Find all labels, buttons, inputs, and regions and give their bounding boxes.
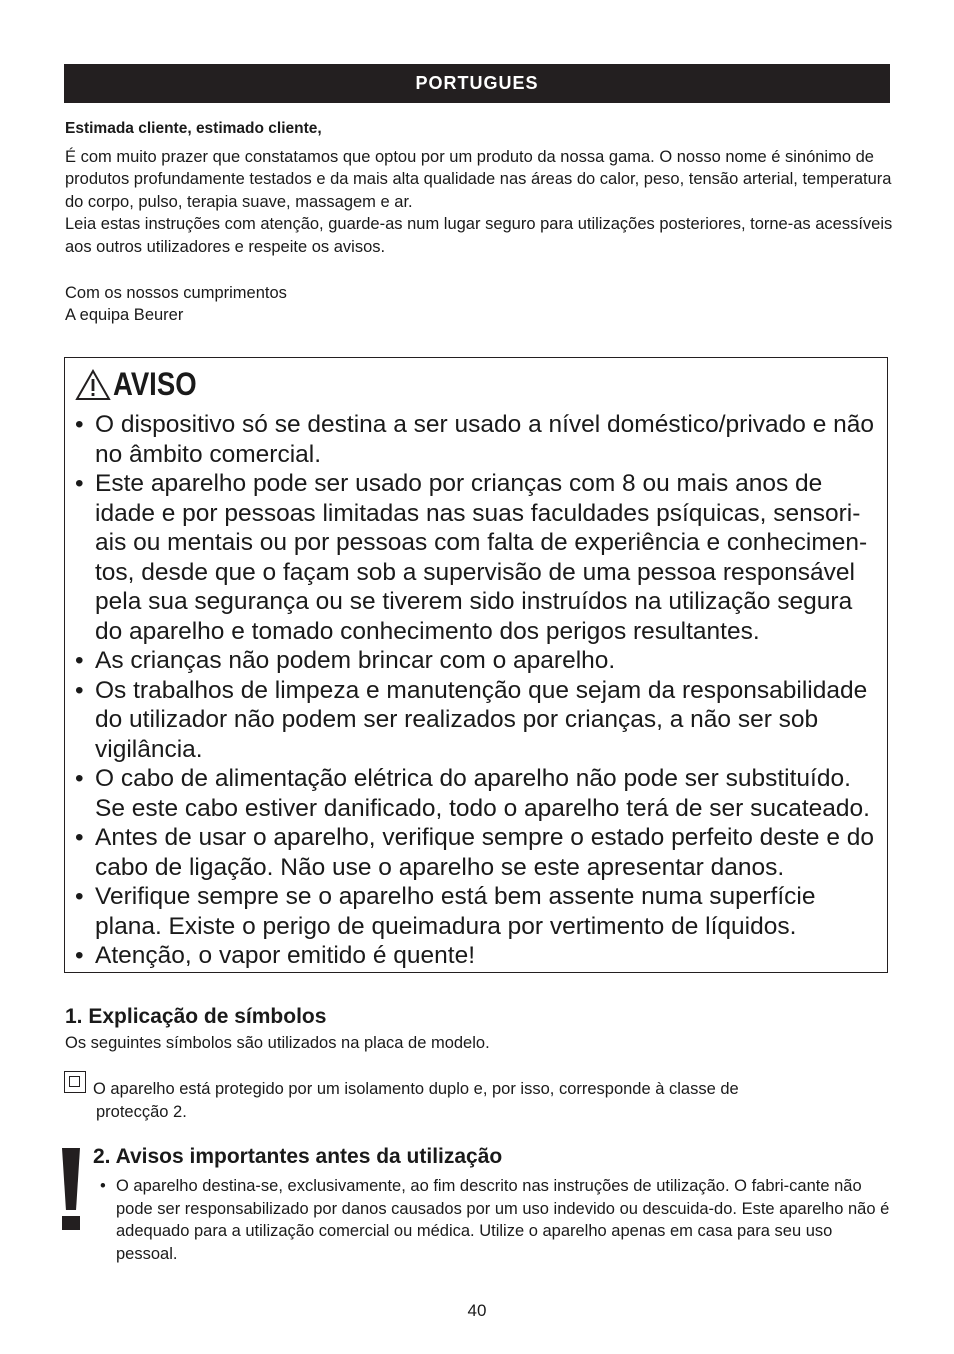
language-title: PORTUGUES [415,73,539,93]
section-2-heading: 2. Avisos importantes antes da utilização [93,1145,503,1168]
warning-item: • Verifique sempre se o aparelho está bem assente numa superfície plana. Existe o perigo de queimadura por vertimento de líquidos. [75,882,883,941]
greeting: Estimada cliente, estimado cliente, [65,120,322,137]
warning-item: • O cabo de alimentação elétrica do aparelho não pode ser substituído. Se este cabo estiver danificado, todo o aparelho terá de ser sucateado. [75,764,883,823]
section-1-heading: 1. Explicação de símbolos [65,1005,327,1028]
symbol-description-line-2: protecção 2. [96,1102,187,1121]
intro-paragraph-2: Leia estas instruções com atenção, guarde-as num lugar seguro para utilizações posteriores, torne-as acessíveis aos outros utilizadores e respeite os avisos. [65,215,893,256]
section-2-item: • O aparelho destina-se, exclusivamente, ao fim descrito nas instruções de utilização. O fabri-cante não pode ser responsabilizado por danos causados por um uso indevido ou descuida-do. Este aparelho não é adequado para a utilização comercial ou médica. Utilize o aparelho apenas em casa para seu uso pessoal. [100,1175,890,1265]
exclamation-icon [60,1148,82,1230]
warning-title: AVISO [113,366,197,402]
intro-section [65,118,895,327]
intro-paragraph-1: É com muito prazer que constatamos que optou por um produto da nossa gama. O nosso nome é sinónimo de produtos profundamente testados e da mais alta qualidade nas áreas do calor, peso, tensão arterial, temperatura do corpo, pulso, terapia suave, massagem e ar. [65,147,892,211]
protection-class-2-icon [64,1071,86,1093]
language-header [64,64,890,103]
warning-item: • Os trabalhos de limpeza e manutenção que sejam da responsabilidade do utilizador não podem ser realizados por crianças, a não ser sob vigilância. [75,676,883,765]
warning-triangle-icon [75,369,111,401]
symbol-description [93,1078,883,1123]
section-2-list [100,1175,890,1265]
warning-item: • As crianças não podem brincar com o aparelho. [75,646,883,676]
symbol-description-line-1: O aparelho está protegido por um isolamento duplo e, por isso, corresponde à classe de [93,1080,739,1098]
warning-list [75,410,883,971]
page-number: 40 [467,1301,487,1320]
warning-heading [75,366,210,403]
closing-line-2: A equipa Beurer [65,306,184,325]
section-1-subtitle: Os seguintes símbolos são utilizados na placa de modelo. [65,1034,490,1052]
warning-box [64,357,888,973]
warning-item: • Antes de usar o aparelho, verifique sempre o estado perfeito deste e do cabo de ligação. Não use o aparelho se este apresentar danos. [75,823,883,882]
warning-item: • O dispositivo só se destina a ser usado a nível doméstico/privado e não no âmbito comercial. [75,410,883,469]
closing-line-1: Com os nossos cumprimentos [65,283,287,302]
warning-item: • Atenção, o vapor emitido é quente! [75,941,883,971]
warning-item: • Este aparelho pode ser usado por crianças com 8 ou mais anos de idade e por pessoas limitadas nas suas faculdades psíquicas, sensori-ais ou mentais ou por pessoas com falta de experiência e conhecimen-tos, desde que o façam sob a supervisão de uma pessoa responsável pela sua segurança ou se tiverem sido instruídos na utilização segura do aparelho e tomado conhecimento dos perigos resultantes. [75,469,883,646]
